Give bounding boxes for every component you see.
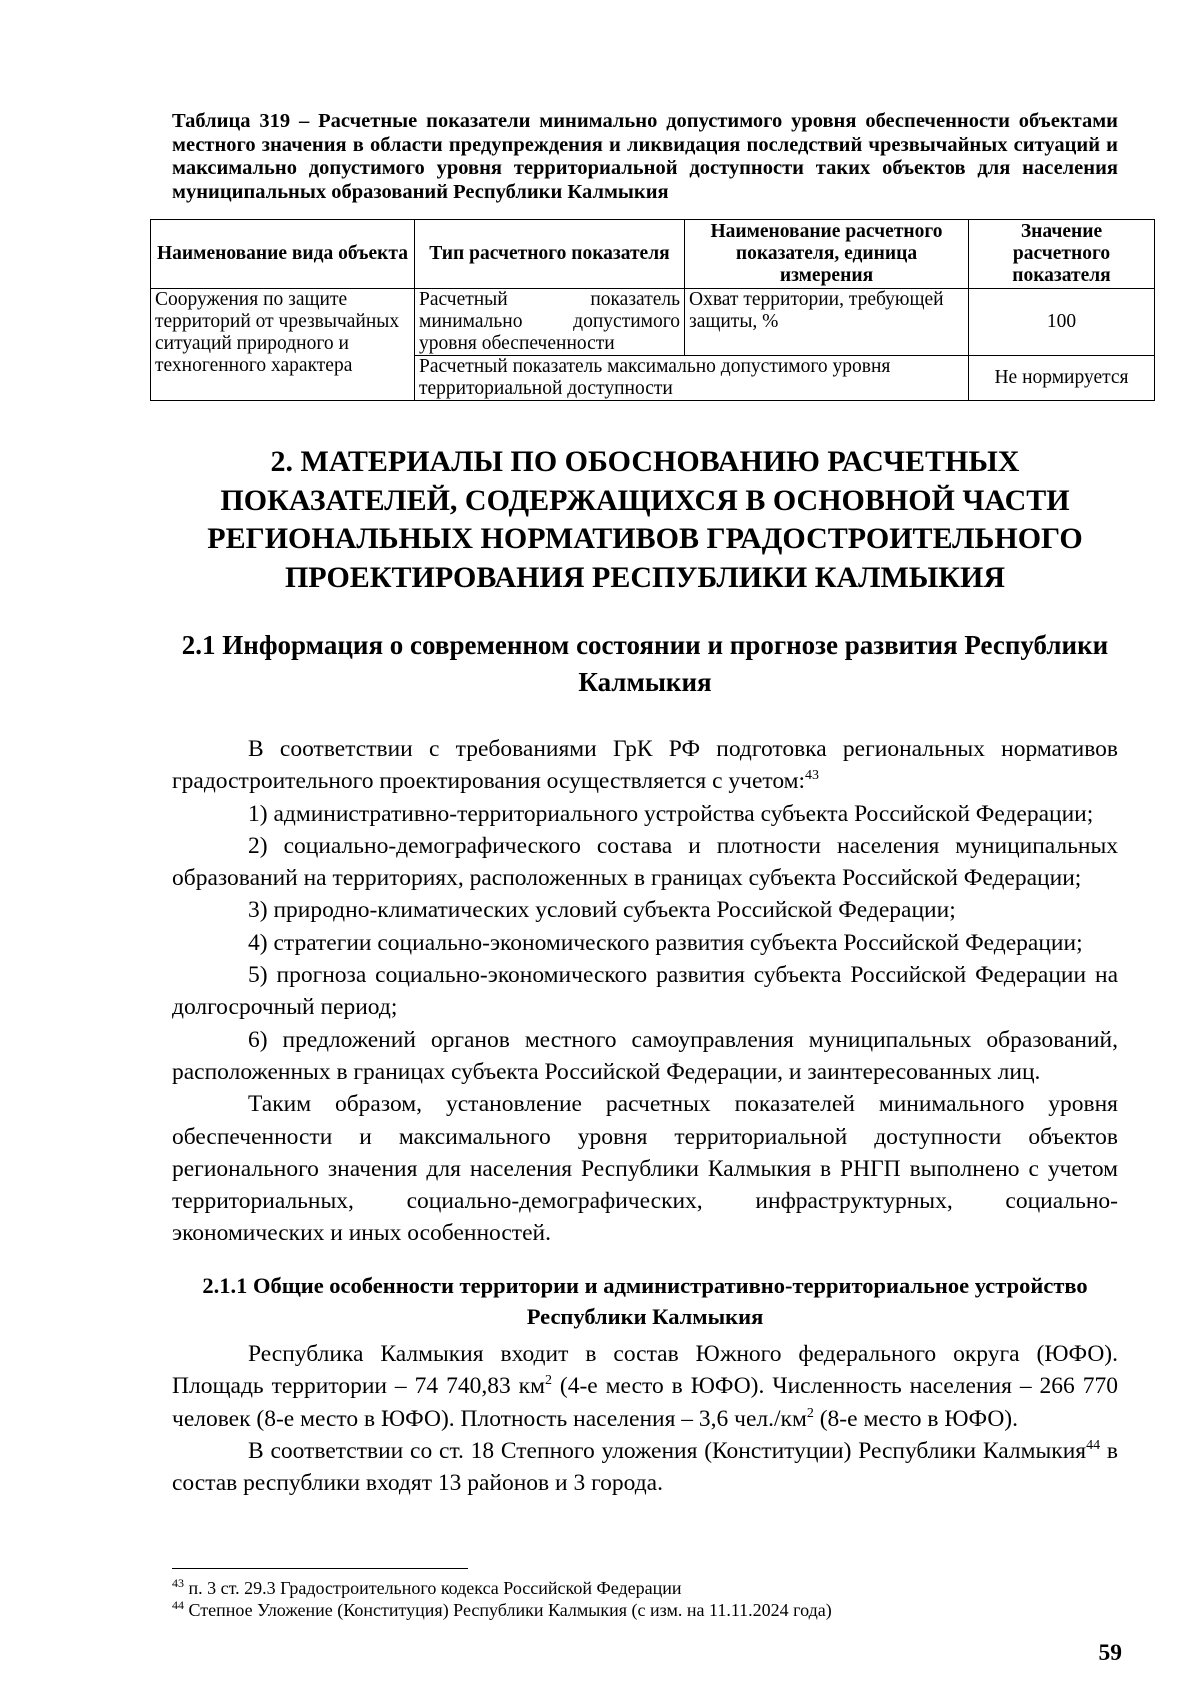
intro-paragraph: [172, 733, 1118, 798]
table-header-row: [151, 220, 1155, 289]
paragraph-text: Республика Калмыкия входит в состав Южного федерального округа (ЮФО). Площадь территории – 74 740,83 км: [172, 1341, 1118, 1400]
indicators-table: [150, 219, 1155, 401]
table-cell: 100: [969, 289, 1155, 356]
superscript: 2: [544, 1373, 552, 1389]
footnote-text: п. 3 ст. 29.3 Градостроительного кодекса Российской Федерации: [184, 1578, 682, 1598]
footnote: [172, 1599, 1118, 1621]
paragraph-text: (4-е место в ЮФО). Численность населения – 266 770 человек (8-е место в ЮФО). Плотность населения – 3,6 чел./км: [172, 1373, 1118, 1432]
section-title: 2. МАТЕРИАЛЫ ПО ОБОСНОВАНИЮ РАСЧЕТНЫХ ПОКАЗАТЕЛЕЙ, СОДЕРЖАЩИХСЯ В ОСНОВНОЙ ЧАСТИ РЕГИОНАЛЬНЫХ НОРМАТИВОВ ГРАДОСТРОИТЕЛЬНОГО ПРОЕКТИРОВАНИЯ РЕСПУБЛИКИ КАЛМЫКИЯ: [207, 445, 1083, 594]
table-cell: Не нормируется: [969, 356, 1155, 401]
list-item: 6) предложений органов местного самоуправления муниципальных образований, расположенных в границах субъекта Российской Федерации, и заинтересованных лиц.: [172, 1026, 1118, 1085]
footnote-divider: [172, 1568, 468, 1569]
footnotes: [172, 1577, 1118, 1621]
footnote-ref: 44: [1086, 1437, 1101, 1453]
footnote-ref: 43: [805, 768, 820, 784]
superscript: 2: [806, 1405, 814, 1421]
conclusion-paragraph: Таким образом, установление расчетных показателей минимального уровня обеспеченности и максимального уровня территориальной доступности объектов регионального значения для населения Республики Калмыкия в РНГП выполнено с учетом территориальных, социально-демографических, инфраструктурных, социально-экономических и иных особенностей.: [172, 1091, 1118, 1247]
paragraph: [172, 1338, 1118, 1435]
page-number: 59: [1098, 1640, 1122, 1666]
footnote-number: 44: [172, 1598, 184, 1612]
list-item: 5) прогноза социально-экономического развития субъекта Российской Федерации на долгосрочный период;: [172, 962, 1118, 1021]
subsection-title: 2.1 Информация о современном состоянии и прогнозе развития Республики Калмыкия: [181, 630, 1109, 697]
subsubsection-title: 2.1.1 Общие особенности территории и административно-территориальное устройство Республики Калмыкия: [202, 1273, 1088, 1329]
list-item: 1) административно-территориального устройства субъекта Российской Федерации;: [248, 800, 1094, 827]
list-item: 4) стратегии социально-экономического развития субъекта Российской Федерации;: [248, 929, 1083, 956]
table-header-cell: Наименование расчетного показателя, единица измерения: [685, 220, 969, 289]
table-caption: Таблица 319 – Расчетные показатели минимально допустимого уровня обеспеченности объектами местного значения в области предупреждения и ликвидация последствий чрезвычайных ситуаций и максимально допустимого уровня территориальной доступности таких объектов для населения муниципальных образований Республики Калмыкия: [172, 110, 1118, 203]
list-item: 3) природно-климатических условий субъекта Российской Федерации;: [248, 897, 956, 924]
paragraph: [172, 1435, 1118, 1500]
paragraph-text: В соответствии со ст. 18 Степного уложения (Конституции) Республики Калмыкия: [248, 1437, 1087, 1464]
intro-text: В соответствии с требованиями ГрК РФ подготовка региональных нормативов градостроительного проектирования осуществляется с учетом:: [172, 736, 1118, 795]
table-header-cell: Наименование вида объекта: [151, 220, 415, 289]
footnote: [172, 1577, 1118, 1599]
table-row: [151, 289, 1155, 356]
table-cell: Охват территории, требующей защиты, %: [685, 289, 969, 356]
footnote-number: 43: [172, 1576, 184, 1590]
footnote-text: Степное Уложение (Конституция) Республики Калмыкия (с изм. на 11.11.2024 года): [184, 1600, 832, 1620]
table-cell: Расчетный показатель минимально допустимого уровня обеспеченности: [415, 289, 685, 356]
body-text: [172, 733, 1118, 1250]
paragraph-text: (8-е место в ЮФО).: [813, 1405, 1018, 1432]
body-text-2: [172, 1338, 1118, 1499]
list-item: 2) социально-демографического состава и плотности населения муниципальных образований на территориях, расположенных в границах субъекта Российской Федерации;: [172, 832, 1118, 892]
object-name-cell: Сооружения по защите территорий от чрезвычайных ситуаций природного и техногенного характера: [151, 289, 415, 401]
paragraph-text: в состав республики входят 13 районов и 3 города.: [172, 1437, 1118, 1497]
table-cell: Расчетный показатель максимально допустимого уровня территориальной доступности: [415, 356, 969, 401]
table-header-cell: Значение расчетного показателя: [969, 220, 1155, 289]
table-header-cell: Тип расчетного показателя: [415, 220, 685, 289]
